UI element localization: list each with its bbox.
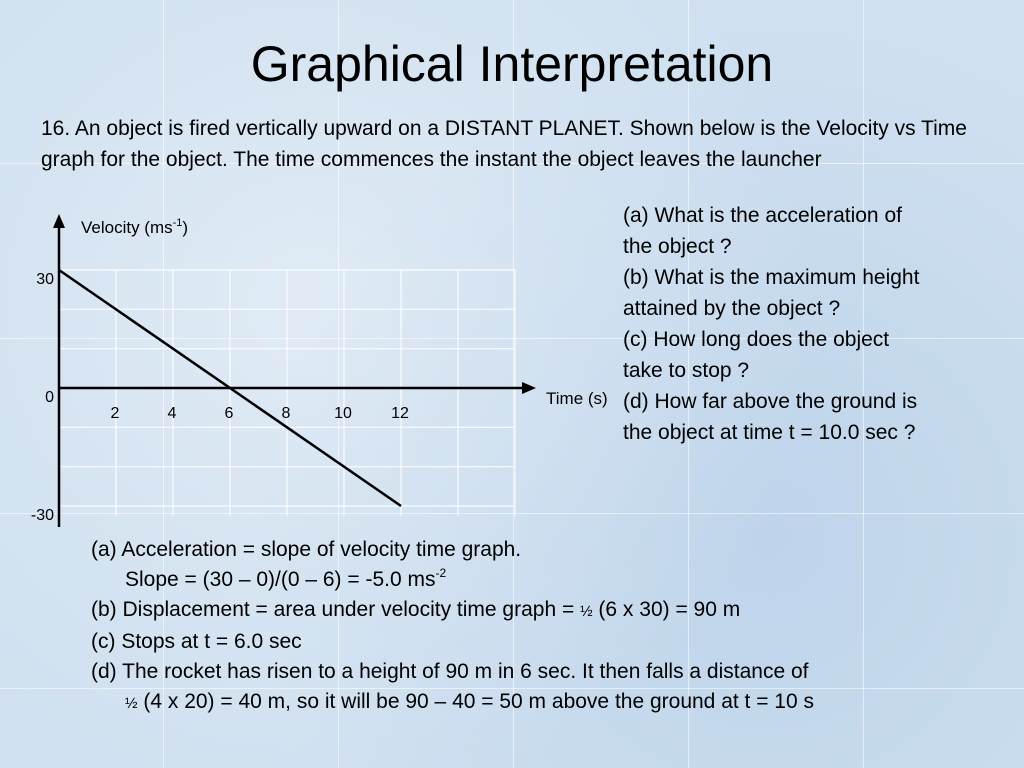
y-tick-label: 30 <box>36 271 54 288</box>
y-tick-label: -30 <box>30 507 54 524</box>
question-line: (a) What is the acceleration of <box>623 204 902 227</box>
answer-d-line1: (d) The rocket has risen to a height of 90 m in 6 sec. It then falls a distance of <box>91 660 809 683</box>
x-axis-label: Time (s) <box>546 389 608 408</box>
x-tick-label: 12 <box>391 405 409 422</box>
y-axis-label: Velocity $(ms^{-1})$ <box>81 217 189 237</box>
x-tick-label: 2 <box>110 405 120 422</box>
question-line: take to stop ? <box>623 359 750 382</box>
answer-a-line1: (a) Acceleration = slope of velocity time graph. <box>91 538 522 561</box>
y-tick-label: 0 <box>45 389 54 406</box>
velocity-time-graph <box>0 200 620 530</box>
y-axis-arrowhead <box>53 214 65 228</box>
x-tick-label: 6 <box>224 405 234 422</box>
questions-list <box>623 200 1018 448</box>
question-line: the object ? <box>623 235 732 258</box>
answer-a-line2: Slope = (30 – 0)/(0 – 6) = -5.0 $ms^{-2}$ <box>125 566 447 591</box>
x-tick-label: 10 <box>334 405 352 422</box>
grid <box>59 270 515 516</box>
question-line: (b) What is the maximum height <box>623 266 920 289</box>
answers-block <box>91 535 1016 719</box>
slide-title: Graphical Interpretation <box>250 36 774 92</box>
answer-b: (b) Displacement = area under velocity time graph = ½ (6 x 30) = 90 m <box>91 598 741 621</box>
answer-d-line2: ½ (4 x 20) = 40 m, so it will be 90 – 40 = 50 m above the ground at t = 10 s <box>125 690 814 713</box>
x-tick-label: 4 <box>167 405 177 422</box>
question-line: (d) How far above the ground is <box>623 390 918 413</box>
problem-statement: 16. An object is fired vertically upward on a DISTANT PLANET. Shown below is the Velocity vs Time graph for the object. The time commences the instant the object leaves the launcher <box>41 117 967 171</box>
x-tick-label: 8 <box>281 405 291 422</box>
question-line: the object at time t = 10.0 sec ? <box>623 421 916 444</box>
question-line: (c) How long does the object <box>623 328 890 351</box>
answer-c: (c) Stops at t = 6.0 sec <box>91 630 302 653</box>
x-axis-arrowhead <box>522 382 536 394</box>
question-line: attained by the object ? <box>623 297 841 320</box>
